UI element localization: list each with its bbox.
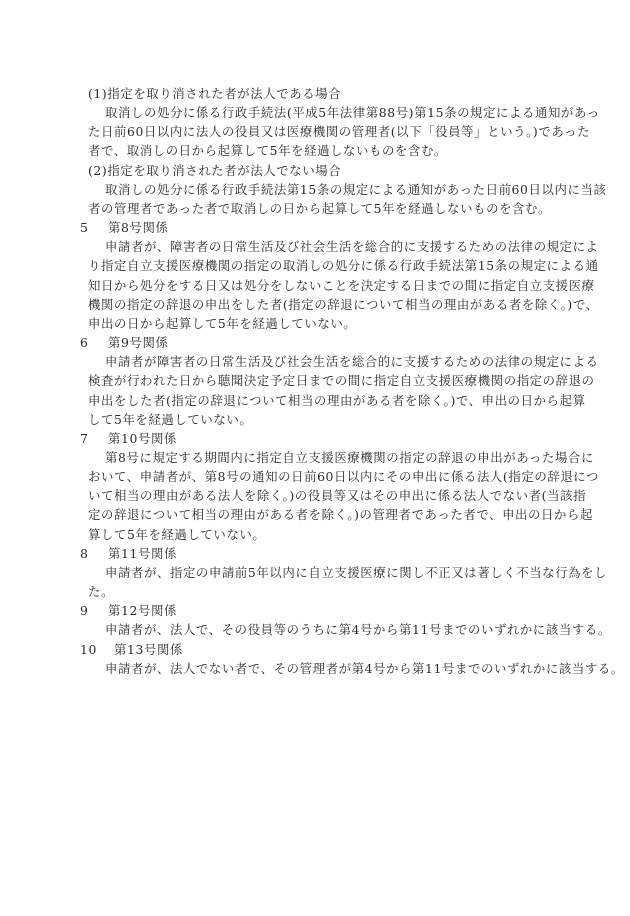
item-body — [80, 448, 600, 544]
subsection-body — [80, 103, 600, 160]
item-title: 第12号関係 — [108, 603, 177, 619]
subsection-body — [80, 180, 607, 218]
item-title: 第8号関係 — [108, 220, 169, 236]
body-line: 申請者が障害者の日常生活及び社会生活を総合的に支援するための法律の規定による — [105, 354, 599, 370]
item-9 — [80, 601, 611, 639]
subsection-heading: (2)指定を取り消された者が法人でない場合 — [88, 162, 342, 178]
item-5 — [80, 218, 599, 333]
body-line: 申請者が、指定の申請前5年以内に自立支援医療に関し不正又は著しく不当な行為をし — [105, 564, 608, 580]
item-heading — [80, 601, 560, 620]
body-line: 検査が行われた日から聴聞決定予定日までの間に指定自立支援医療機関の指定の辞退の — [88, 373, 595, 389]
body-line: 定の辞退について相当の理由がある者を除く。)の管理者であった者で、申出の日から起 — [88, 507, 593, 523]
body-line: して5年を経過していない。 — [88, 411, 253, 427]
item-number: 10 — [80, 641, 97, 657]
body-line: 知日から処分をする日又は処分をしないことを決定する日までの間に指定自立支援医療 — [88, 277, 595, 293]
body-line: 第8号に規定する期間内に指定自立支援医療機関の指定の辞退の申出があった場合に — [105, 449, 595, 465]
item-title: 第13号関係 — [114, 641, 183, 657]
body-line: 申請者が、障害者の日常生活及び社会生活を総合的に支援するための法律の規定によ — [105, 239, 599, 255]
item-body — [80, 237, 599, 333]
item-body — [80, 352, 599, 429]
item-number: 7 — [80, 430, 89, 446]
body-line: 申請者が、法人でない者で、その管理者が第4号から第11号までのいずれかに該当する。 — [105, 660, 624, 676]
subsection-heading: (1)指定を取り消された者が法人である場合 — [88, 86, 342, 101]
item-heading — [80, 429, 560, 448]
body-line: 者で、取消しの日から起算して5年を経過しないものを含む。 — [88, 143, 447, 159]
item-body — [80, 620, 611, 639]
body-line: た日前60日以内に法人の役員又は医療機関の管理者(以下「役員等」という。)であった — [88, 124, 591, 140]
body-line: 機関の指定の辞退の申出をした者(指定の辞退について相当の理由がある者を除く。)で、 — [88, 296, 599, 312]
item-6 — [80, 333, 599, 429]
item-number: 9 — [80, 603, 89, 619]
document-page — [80, 84, 624, 678]
item-heading — [80, 218, 560, 237]
body-line: 申出の日から起算して5年を経過していない。 — [88, 315, 357, 331]
body-line: た。 — [88, 584, 114, 600]
item-body — [80, 659, 624, 678]
item-number: 6 — [80, 335, 89, 351]
body-line: 取消しの処分に係る行政手続法第15条の規定による通知があった日前60日以内に当該 — [105, 181, 607, 197]
body-line: り指定自立支援医療機関の指定の取消しの処分に係る行政手続法第15条の規定による通 — [88, 258, 599, 274]
item-heading — [80, 544, 560, 563]
item-8 — [80, 544, 608, 601]
item-title: 第11号関係 — [108, 545, 177, 561]
body-line: 申出をした者(指定の辞退について相当の理由がある者を除く。)で、申出の日から起算 — [88, 392, 586, 408]
item-number: 5 — [80, 220, 89, 236]
body-line: おいて、申請者が、第8号の通知の日前60日以内にその申出に係る法人(指定の辞退につ — [88, 469, 600, 485]
item-heading — [80, 333, 560, 352]
subsection-1 — [80, 84, 600, 161]
item-heading — [80, 640, 560, 659]
body-line: 申請者が、法人で、その役員等のうちに第4号から第11号までのいずれかに該当する。 — [105, 622, 611, 638]
subsection-2 — [80, 161, 607, 218]
body-line: 取消しの処分に係る行政手続法(平成5年法律第88号)第15条の規定による通知があっ — [105, 105, 600, 121]
body-line: 者の管理者であった者で取消しの日から起算して5年を経過しないものを含む。 — [88, 200, 552, 216]
item-title: 第9号関係 — [108, 335, 169, 351]
item-10 — [80, 640, 624, 678]
body-line: いて相当の理由がある法人を除く。)の役員等又はその申出に係る法人でない者(当該指 — [88, 488, 587, 504]
item-7 — [80, 429, 600, 544]
item-number: 8 — [80, 545, 89, 561]
item-title: 第10号関係 — [108, 430, 177, 446]
item-body — [80, 563, 608, 601]
body-line: 算して5年を経過していない。 — [88, 526, 266, 542]
